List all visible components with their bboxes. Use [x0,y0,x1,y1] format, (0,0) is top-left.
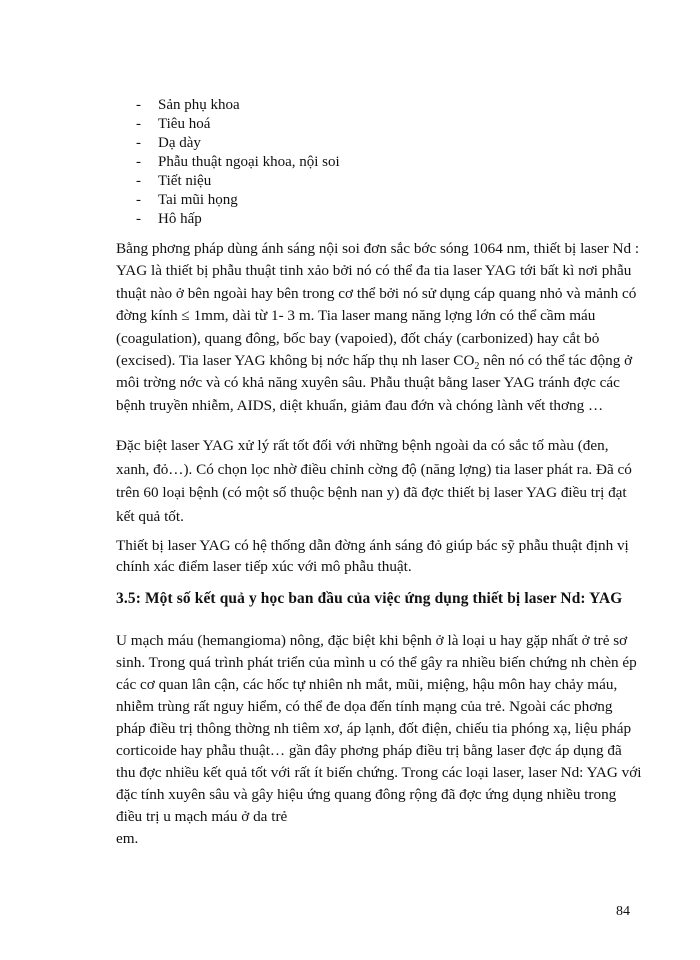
list-item: - Sản phụ khoa [136,97,240,113]
section-heading: 3.5: Một số kết quả y học ban đầu của việc ứng dụng thiết bị laser Nd: YAG [116,590,623,607]
paragraph-skin-treatment: Đặc biệt laser YAG xử lý rất tốt đối với những bệnh ngoài da có sắc tố màu (đen, xanh, đỏ…). Có chọn lọc nhờ điều chỉnh cờng độ (năng lợng) tia laser phát ra. Đã có trên 60 loại bệnh (có một số thuộc bệnh nan y) đã đợc thiết bị laser YAG điều trị đạt kết quả tốt. [116,437,632,525]
page-number: 84 [616,904,630,919]
list-item: - Dạ dày [136,135,201,151]
paragraph-laser-description: Bằng phơng pháp dùng ánh sáng nội soi đơn sắc bớc sóng 1064 nm, thiết bị laser Nd : YAG là thiết bị phẫu thuật tinh xảo bởi nó có thể đa tia laser YAG tới bất kì nơi phẫu thuật nào ở bên ngoài hay bên trong cơ thể bởi nó sử dụng cáp quang nhỏ và mảnh có đờng kính ≤ 1mm, dài từ 1- 3 m. Tia laser mang năng lợng lớn có thể cầm máu (coagulation), quang đông, bốc bay (vapoied), đốt cháy (carbonized) hay cắt bỏ (excised). Tia laser YAG không bị nớc hấp thụ nh laser $CO_2$ nên nó có thể tác động ở môi trờng nớc và có khả năng xuyên sâu. Phẫu thuật bằng laser YAG tránh đợc các bệnh truyền nhiễm, AIDS, diệt khuẩn, giảm đau đớn và chóng lành vết thơng … [116,240,640,414]
paragraph-guide-light: Thiết bị laser YAG có hệ thống dẫn đờng ánh sáng đỏ giúp bác sỹ phẫu thuật định vị chính xác điểm laser tiếp xúc với mô phẫu thuật. [116,537,629,575]
specialty-list [136,96,340,229]
list-item: - Tai mũi họng [136,192,238,208]
list-item: - Hô hấp [136,211,202,227]
list-item: - Tiêu hoá [136,116,211,132]
paragraph-hemangioma: U mạch máu (hemangioma) nông, đặc biệt khi bệnh ở là loại u hay gặp nhất ở trẻ sơ sinh. Trong quá trình phát triển của mình u có thể gây ra nhiều biến chứng nh chèn ép các cơ quan lân cận, các hốc tự nhiên nh mắt, mũi, miệng, hậu môn hay chảy máu, nhiễm trùng rất nguy hiểm, có thể đe dọa đến tính mạng của trẻ. Ngoài các phơng pháp điều trị thông thờng nh tiêm xơ, áp lạnh, đốt điện, chiếu tia phóng xạ, liệu pháp corticoide hay phẫu thuật… gần đây phơng pháp điều trị bằng laser đợc áp dụng đã thu đợc nhiều kết quả tốt với rất ít biến chứng. Trong các loại laser, laser Nd: YAG với đặc tính xuyên sâu và gây hiệu ứng quang đông rộng đã đợc ứng dụng nhiều trong điều trị u mạch máu ở da trẻ em. [116,632,642,847]
list-item: - Tiết niệu [136,173,212,189]
list-item: - Phẫu thuật ngoại khoa, nội soi [136,154,340,170]
